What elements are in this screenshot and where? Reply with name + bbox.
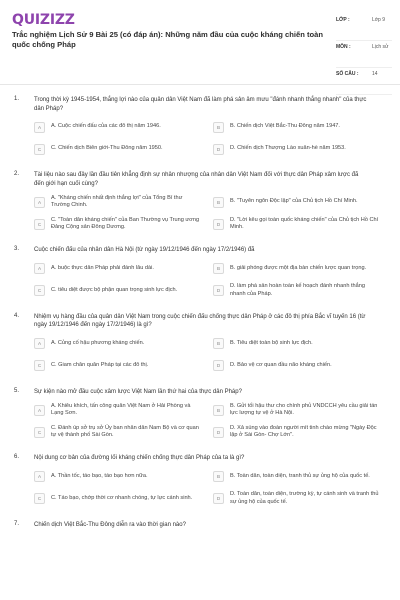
meta-subject-row bbox=[336, 41, 392, 68]
option-text: C. Táo bạo, chớp thời cơ nhanh chóng, tự lực cánh sinh. bbox=[51, 494, 193, 501]
option-text: C. Giam chân quân Pháp tại các đô thị. bbox=[51, 361, 149, 368]
option-letter-box: D bbox=[213, 360, 224, 371]
question-number: 3. bbox=[14, 246, 20, 252]
page-title: Trắc nghiệm Lịch Sử 9 Bài 25 (có đáp án): Những năm đầu của cuộc kháng chiến toàn quốc chống Pháp bbox=[12, 30, 324, 49]
option-text: B. Tiêu diệt toàn bộ sinh lực địch. bbox=[230, 339, 313, 346]
option-letter-box: D bbox=[213, 493, 224, 504]
answer-options bbox=[34, 194, 386, 232]
question-item bbox=[0, 246, 400, 299]
class-value: Lớp 9 bbox=[372, 17, 386, 23]
question-item bbox=[0, 521, 400, 530]
option-text: B. Chiến dịch Việt Bắc-Thu Đông năm 1947. bbox=[230, 123, 340, 130]
option-text: B. Gửi tối hậu thư cho chính phủ VNDCCH yêu cầu giải tán lực lượng tự vệ ở Hà Nội. bbox=[230, 402, 378, 416]
option-text: D. Chiến dịch Thượng Lào xuân-hè năm 1953. bbox=[230, 145, 346, 152]
option-letter-box: B bbox=[213, 338, 224, 349]
answer-option[interactable] bbox=[213, 424, 386, 440]
answer-option[interactable] bbox=[213, 469, 386, 485]
answer-option[interactable] bbox=[34, 402, 207, 418]
option-text: B. Toàn dân, toàn diện, tranh thủ sự ủng hộ của quốc tế. bbox=[230, 472, 370, 479]
option-text: C. "Toàn dân kháng chiến" của Ban Thường vụ Trung ương Đảng Cộng sản Đông Dương. bbox=[51, 216, 200, 230]
option-letter-box: A bbox=[34, 405, 45, 416]
answer-option[interactable] bbox=[34, 141, 207, 157]
option-letter-box: A bbox=[34, 197, 45, 208]
answer-option[interactable] bbox=[34, 358, 207, 374]
option-text: A. Khiêu khích, tấn công quân Việt Nam ở Hải Phòng và Lạng Sơn. bbox=[51, 402, 191, 416]
question-number: 6. bbox=[14, 454, 20, 460]
answer-option[interactable] bbox=[213, 491, 386, 507]
question-item bbox=[0, 171, 400, 232]
option-text: A. "Kháng chiến nhất định thắng lợi" của Tổng Bí thư Trường Chinh. bbox=[51, 194, 183, 208]
option-letter-box: D bbox=[213, 144, 224, 155]
option-letter-box: C bbox=[34, 285, 45, 296]
option-text: D. "Lời kêu gọi toàn quốc kháng chiến" của Chủ tịch Hồ Chí Minh. bbox=[230, 216, 379, 230]
question-text: Nhiệm vụ hàng đầu của quân dân Việt Nam trong cuộc chiến đấu chống thực dân Pháp ở các đô thị phía Bắc vĩ tuyến 16 (từ ngày 19/12/1946 đến ngày 17/2/1946) là gì? bbox=[34, 313, 366, 328]
option-letter-box: A bbox=[34, 263, 45, 274]
option-text: D. Xả súng vào đoàn người mít tinh chào mừng "Ngày Độc lập ở Sài Gòn- Chợ Lớn". bbox=[230, 424, 377, 438]
option-text: B. giải phóng được một địa bàn chiến lược quan trọng. bbox=[230, 264, 367, 271]
answer-option[interactable] bbox=[213, 358, 386, 374]
option-letter-box: C bbox=[34, 427, 45, 438]
worksheet-header bbox=[0, 0, 400, 85]
question-text: Cuộc chiến đấu của nhân dân Hà Nội (từ ngày 19/12/1946 đến ngày 17/2/1946) đã bbox=[34, 247, 255, 253]
option-text: C. Đánh úp sở trụ sở Ủy ban nhân dân Nam Bộ và cơ quan tự vệ thành phố Sài Gòn. bbox=[51, 424, 199, 438]
option-text: A. buộc thực dân Pháp phải đánh lâu dài. bbox=[51, 264, 154, 271]
question-number: 7. bbox=[14, 520, 20, 527]
answer-option[interactable] bbox=[213, 402, 386, 418]
question-item bbox=[0, 388, 400, 441]
option-letter-box: D bbox=[213, 219, 224, 230]
question-count-label: SỐ CÂU : bbox=[336, 71, 359, 77]
question-number: 2. bbox=[14, 171, 20, 177]
answer-options bbox=[34, 402, 386, 440]
question-text: Tài liệu nào sau đây lần đầu tiên khẳng định sự nhân nhượng của nhân dân Việt Nam đối với thực dân Pháp xâm lược đã đến giới hạn cuối cùng? bbox=[34, 172, 359, 187]
question-number: 5. bbox=[14, 387, 20, 394]
option-letter-box: B bbox=[213, 122, 224, 133]
question-item bbox=[0, 96, 400, 157]
question-text: Nội dung cơ bản của đường lối kháng chiến chống thực dân Pháp của ta là gì? bbox=[34, 455, 245, 461]
answer-option[interactable] bbox=[34, 216, 207, 232]
option-letter-box: D bbox=[213, 427, 224, 438]
answer-option[interactable] bbox=[213, 119, 386, 135]
answer-option[interactable] bbox=[213, 141, 386, 157]
option-letter-box: B bbox=[213, 263, 224, 274]
option-letter-box: C bbox=[34, 493, 45, 504]
option-text: A. Thần tốc, táo bạo, táo bạo hơn nữa. bbox=[51, 472, 148, 479]
answer-options bbox=[34, 336, 386, 374]
question-item bbox=[0, 313, 400, 374]
question-item bbox=[0, 454, 400, 507]
answer-options bbox=[34, 119, 386, 157]
quizizz-logo[interactable]: QUIZIZZ bbox=[12, 12, 75, 28]
subject-value: Lịch sử bbox=[372, 44, 389, 50]
answer-option[interactable] bbox=[34, 119, 207, 135]
option-letter-box: C bbox=[34, 360, 45, 371]
question-text: Chiến dịch Việt Bắc-Thu Đông diễn ra vào thời gian nào? bbox=[34, 521, 186, 528]
question-text: Sự kiện nào mở đầu cuộc xâm lược Việt Nam lần thứ hai của thực dân Pháp? bbox=[34, 388, 242, 395]
question-number: 1. bbox=[14, 96, 20, 102]
question-text: Trong thời kỳ 1945-1954, thắng lợi nào của quân dân Việt Nam đã làm phá sản âm mưu "đánh nhanh thắng nhanh" của thực dân Pháp? bbox=[34, 97, 367, 112]
answer-option[interactable] bbox=[34, 491, 207, 507]
option-text: D. Bảo vệ cơ quan đầu não kháng chiến. bbox=[230, 361, 332, 368]
option-letter-box: B bbox=[213, 197, 224, 208]
answer-option[interactable] bbox=[34, 469, 207, 485]
question-count-value: 14 bbox=[372, 71, 378, 77]
option-letter-box: C bbox=[34, 219, 45, 230]
option-letter-box: B bbox=[213, 471, 224, 482]
option-letter-box: A bbox=[34, 122, 45, 133]
answer-option[interactable] bbox=[34, 194, 207, 210]
option-text: D. Toàn dân, toàn diện, trường kỳ, tự cánh sinh và tranh thủ sự ủng hộ của quốc tế. bbox=[230, 491, 379, 505]
option-text: A. Cuộc chiến đấu của các đô thị năm 1946. bbox=[51, 123, 161, 130]
option-text: B. "Tuyên ngôn Độc lập" của Chủ tịch Hồ Chí Minh. bbox=[230, 198, 358, 205]
option-letter-box: A bbox=[34, 471, 45, 482]
question-number: 4. bbox=[14, 312, 20, 319]
answer-option[interactable] bbox=[213, 194, 386, 210]
option-letter-box: C bbox=[34, 144, 45, 155]
subject-label: MÔN : bbox=[336, 44, 351, 50]
answer-option[interactable] bbox=[34, 424, 207, 440]
option-text: C. Chiến dịch Biên giới-Thu Đông năm 1950. bbox=[51, 145, 163, 152]
answer-option[interactable] bbox=[34, 283, 207, 299]
meta-count-row bbox=[336, 68, 392, 95]
answer-option[interactable] bbox=[213, 261, 386, 277]
answer-options bbox=[34, 469, 386, 507]
question-list bbox=[0, 96, 400, 543]
meta-panel bbox=[336, 14, 392, 95]
option-letter-box: A bbox=[34, 338, 45, 349]
meta-class-row bbox=[336, 14, 392, 41]
answer-option[interactable] bbox=[34, 261, 207, 277]
answer-option[interactable] bbox=[213, 283, 386, 299]
option-text: C. tiêu diệt được bộ phận quan trọng sinh lực địch. bbox=[51, 286, 178, 293]
option-letter-box: D bbox=[213, 285, 224, 296]
answer-option[interactable] bbox=[213, 216, 386, 232]
option-letter-box: B bbox=[213, 405, 224, 416]
answer-options bbox=[34, 261, 386, 299]
answer-option[interactable] bbox=[213, 336, 386, 352]
class-label: LỚP : bbox=[336, 17, 350, 23]
answer-option[interactable] bbox=[34, 336, 207, 352]
option-text: A. Củng cố hậu phương kháng chiến. bbox=[51, 339, 145, 346]
option-text: D. làm phá sản hoàn toàn kế hoạch đánh nhanh thắng nhanh của Pháp. bbox=[230, 283, 365, 297]
